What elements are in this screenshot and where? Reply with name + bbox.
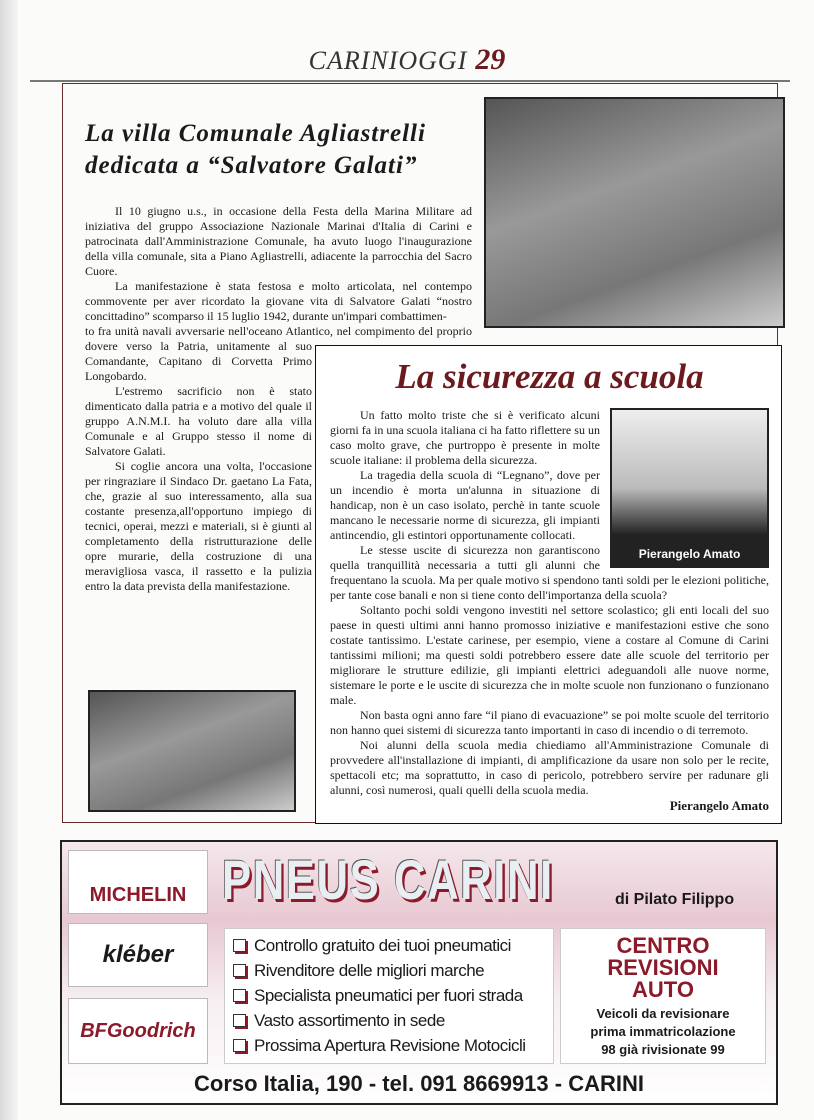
service-item: Controllo gratuito dei tuoi pneumatici <box>233 933 545 958</box>
scan-edge <box>0 0 18 1120</box>
shop-owner: di Pilato Filippo <box>615 891 735 908</box>
michelin-logo: MICHELIN <box>68 850 208 914</box>
services-list <box>224 928 554 1064</box>
service-item: Specialista pneumatici per fuori strada <box>233 983 545 1008</box>
page-number: 29 <box>475 43 506 76</box>
article2-title: La sicurezza a scuola <box>395 357 704 396</box>
bfgoodrich-logo: BFGoodrich <box>68 998 208 1064</box>
header-rule <box>30 80 790 82</box>
service-item: Vasto assortimento in sede <box>233 1008 545 1033</box>
signature: Pierangelo Amato <box>669 798 769 813</box>
villa-garden-photo <box>484 97 785 328</box>
student-photo <box>610 408 769 568</box>
fountain-photo <box>88 690 296 812</box>
article1-title: La villa Comunale Agliastrelli dedicata a “Salvatore Galati” <box>85 120 426 179</box>
masthead-bar <box>0 44 814 77</box>
service-item: Prossima Apertura Revisione Motocicli <box>233 1033 545 1058</box>
article1-body: Il 10 giugno u.s., in occasione della Festa della Marina Militare ad iniziativa del gruppo Associazione Nazionale Marinai d'Italia di Carini e patrocinata dall'Amministrazione Comunale, ha avuto luogo l'inaugurazione della villa comunale, sita a Piano Agliastrelli, adiacente la parrocchia del Sacro Cuore. La manifestazione è stata festosa e molto articolata, nel contempo commovente per aver ricordato la giovane vita di Salvatore Galati “nostro concittadino” scomparso il 15 luglio 1942, durante un'impari combattimen- to fra unità navali avversarie nell'oceano Atlantico, nel compimento del proprio dovere verso la Patria, unitamente al suo Comandante, Capitano di Corvetta Primo Longobardo. L'estremo sacrificio non è stato dimenticato dalla patria e a motivo del quale il gruppo A.N.M.I. ha voluto dare alla villa Comunale e al Gruppo stesso il nome di Salvatore Galati. Si coglie ancora una volta, l'occasione per ringraziare il Sindaco Dr. gaetano La Fata, che, grazie al suo interessamento, alla sua costante presenza,all'opportuno impiego di tecnici, operai, mezzi e materiali, si è giunti al completamento della ristrutturazione delle opre murarie, della costruzione di una meravigliosa vasca, il rassetto e la pulizia entro la data prevista della manifestazione. <box>85 204 472 742</box>
shop-address: Corso Italia, 190 - tel. 091 8669913 - CARINI <box>194 1071 644 1096</box>
revision-center-box: CENTRO REVISIONI AUTO Veicoli da revisionare prima immatricolazione 98 già rivisionate 99 <box>560 928 766 1064</box>
article2-box <box>315 345 782 824</box>
service-item: Rivenditore delle migliori marche <box>233 958 545 983</box>
kleber-logo: kléber <box>68 923 208 987</box>
masthead: CARINIOGGI <box>308 46 468 75</box>
shop-name: PNEUS CARINI <box>222 848 554 911</box>
article2-body: Pierangelo Amato Un fatto molto triste che si è verificato alcuni giorni fa in una scuola italiana ci ha fatto riflettere su un caso molto grave, che purtroppo è presente in molte scuole italiane: il problema della sicurezza. La tragedia della scuola di “Legnano”, dove per un incendio è morta un'alunna in situazione di handicap, non è un caso isolato, perchè in tante scuole mancano le necessarie norme di sicurezza, gli impianti antincendio, gli estintori opportunamente collocati. Le stesse uscite di sicurezza non garantiscono quella tranquillità necessaria a tutti gli alunni che frequentano la scuola. Ma per quale motivo si spendono tanti soldi per le elezioni politiche, per tante cose banali e non si tiene conto dell'importanza della scuola? Soltanto pochi soldi vengono investiti nel settore scolastico; gli enti locali del suo paese in questi ultimi anni hanno promosso iniziative e manifestazioni estive che sono costate tantissimo. L'estate carinese, per esempio, viene a costare al Comune di Carini tantissimi milioni; ma questi soldi potrebbero essere date alle scuole del territorio per migliorare le strutture edilizie, gli impianti elettrici adeguandoli alle nuove norme, sistemare le porte e le uscite di sicurezza che in molte scuole non funzionano o funzionano male. Non basta ogni anno fare “il piano di evacuazione” se poi molte scuole del territorio non hanno quei sistemi di sicurezza tanto importanti in caso di incendio o di terremoto. Noi alunni della scuola media chiediamo all'Amministrazione Comunale di provvedere all'installazione di impianti, di amplificazione da usare non solo per le recite, spettacoli etc; ma soprattutto, in caso di pericolo, potrebbero servire per radunare gli alunni, così numerosi, quali quelli della scuola media. Pierangelo Amato <box>330 408 769 813</box>
photo-caption: Pierangelo Amato <box>638 547 741 561</box>
